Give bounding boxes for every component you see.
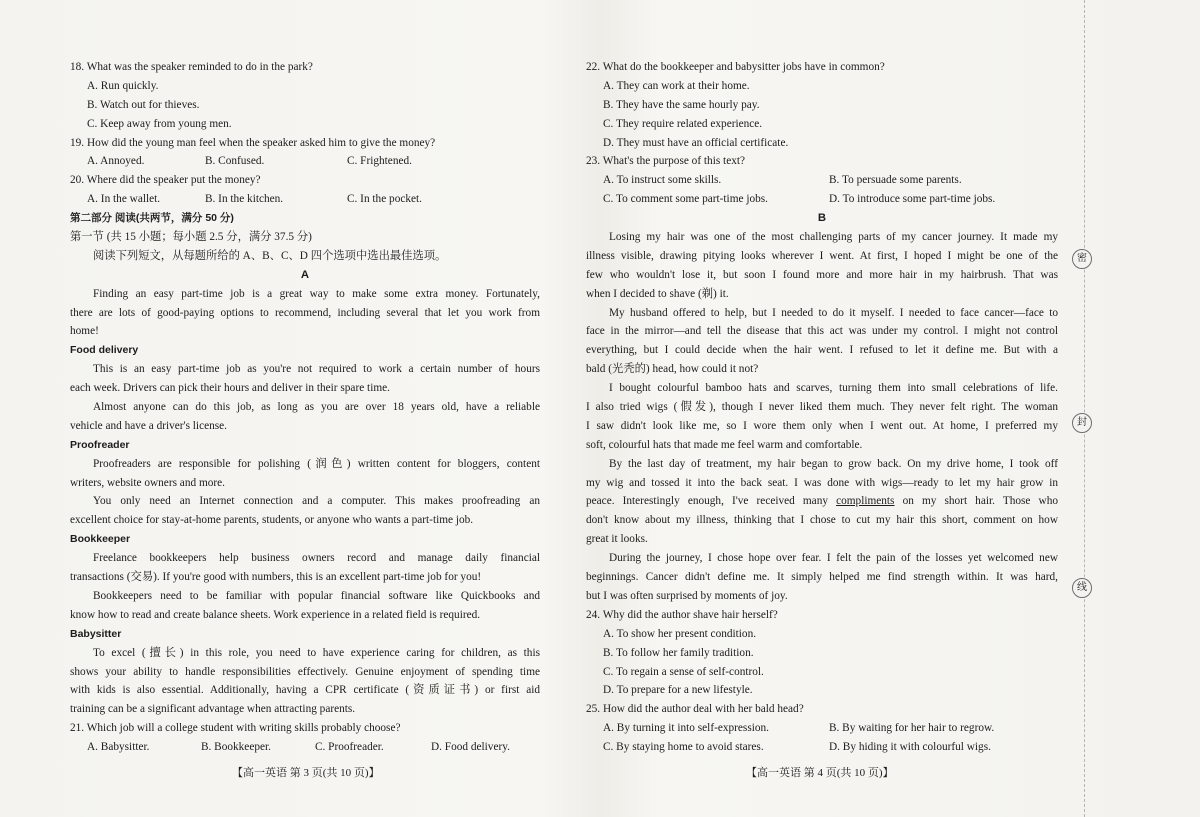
options-25-row-2 xyxy=(586,738,1058,757)
question-20: 20. Where did the speaker put the money? xyxy=(70,174,261,187)
passage-b-p4-line-1: By the last day of treatment, my hair began to grow back. On my drive home, I took off xyxy=(609,457,1058,470)
question-18: 18. What was the speaker reminded to do in the park? xyxy=(70,61,313,73)
passage-b-p4-line-3-end: on my short hair. Those who xyxy=(894,495,1058,508)
passage-b-label: B xyxy=(817,212,827,225)
passage-b-p1-line-3: few who wouldn't lose it, but soon I found more and more hair in my hairbrush. That was xyxy=(586,268,1058,281)
passage-a-intro-line-2: there are lots of good-paying options to recommend, including several that let you work from xyxy=(70,306,540,319)
option-21d: D. Food delivery. xyxy=(431,741,510,754)
option-21b: B. Bookkeeper. xyxy=(201,741,271,754)
food-delivery-line-2: each week. Drivers can pick their hours and deliver in their spare time. xyxy=(70,382,390,395)
option-22d: D. They must have an official certificate. xyxy=(603,136,789,149)
passage-b-p2-line-3: everything, but I could decide when the hair went. I refused to let it define me. But with a xyxy=(586,344,1058,357)
passage-b-p5-line-3: but I was often surprised by moments of joy. xyxy=(586,589,788,602)
passage-b-p5-line-2: beginnings. Cancer didn't define me. It simply helped me find strength within. It was hard, xyxy=(586,571,1058,584)
passage-b-p3-line-4: soft, colourful hats that made me feel warm and comfortable. xyxy=(586,438,863,451)
question-23: 23. What's the purpose of this text? xyxy=(586,155,746,168)
heading-babysitter: Babysitter xyxy=(70,627,122,640)
option-20a: A. In the wallet. xyxy=(87,193,161,206)
option-22c: C. They require related experience. xyxy=(603,117,763,130)
bookkeeper-line-3: Bookkeepers need to be familiar with popular financial software like Quickbooks and xyxy=(93,589,540,602)
option-18c: C. Keep away from young men. xyxy=(87,117,232,130)
passage-b-p1-line-1: Losing my hair was one of the most challenging parts of my cancer journey. It made my xyxy=(609,231,1058,244)
question-22: 22. What do the bookkeeper and babysitter jobs have in common? xyxy=(586,61,885,73)
seal-mark-mi: 密 xyxy=(1072,249,1092,269)
food-delivery-line-3: Almost anyone can do this job, as long as you are over 18 years old, have a reliable xyxy=(93,401,540,414)
proofreader-line-1: Proofreaders are responsible for polishing (润色) written content for bloggers, content xyxy=(93,457,540,470)
babysitter-line-4: training can be a significant advantage when attracting parents. xyxy=(70,703,356,716)
option-23c: C. To comment some part-time jobs. xyxy=(603,193,768,206)
options-23-row-2 xyxy=(586,190,1058,209)
option-19a: A. Annoyed. xyxy=(87,155,145,168)
option-21c: C. Proofreader. xyxy=(315,741,384,754)
passage-b-p1-line-2: illness visible, drawing pitying looks wherever I went. At first, I hoped I might be one of the xyxy=(586,249,1058,262)
babysitter-line-1: To excel (擅长) in this role, you need to have experience caring for children, as this xyxy=(93,646,540,659)
option-25c: C. By staying home to avoid stares. xyxy=(603,741,764,754)
passage-b-p4-line-3 xyxy=(586,492,1058,511)
underlined-word-compliments: compliments xyxy=(836,495,895,508)
option-25a: A. By turning it into self-expression. xyxy=(603,722,769,735)
option-24c: C. To regain a sense of self-control. xyxy=(603,665,764,678)
option-25b: B. By waiting for her hair to regrow. xyxy=(829,722,995,735)
option-24b: B. To follow her family tradition. xyxy=(603,646,754,659)
page-4-footer: 【高一英语 第 4 页(共 10 页)】 xyxy=(746,767,894,779)
option-19b: B. Confused. xyxy=(205,155,265,168)
food-delivery-line-1: This is an easy part-time job as you're not required to work a certain number of hours xyxy=(93,363,540,376)
options-21 xyxy=(70,738,540,757)
proofreader-line-4: excellent choice for stay-at-home parents, students, or anyone who wants a part-time job. xyxy=(70,514,474,527)
options-19 xyxy=(70,152,540,171)
option-18a: A. Run quickly. xyxy=(87,79,159,92)
option-23d: D. To introduce some part-time jobs. xyxy=(829,193,996,206)
passage-b-p3-line-2: I also tried wigs (假发), though I never liked them much. They never felt right. The woman xyxy=(586,401,1058,414)
seal-mark-feng: 封 xyxy=(1072,413,1092,433)
proofreader-line-3: You only need an Internet connection and a computer. This makes proofreading an xyxy=(93,495,540,508)
question-25: 25. How did the author deal with her bald head? xyxy=(586,703,804,716)
option-22a: A. They can work at their home. xyxy=(603,79,750,92)
heading-proofreader: Proofreader xyxy=(70,438,130,451)
section-1-heading: 第一节 (共 15 小题；每小题 2.5 分，满分 37.5 分) xyxy=(70,231,312,244)
option-23b: B. To persuade some parents. xyxy=(829,174,962,187)
heading-food-delivery: Food delivery xyxy=(70,344,139,357)
passage-b-p3-line-3: I saw didn't look like me, so I wore them only when I went out. At home, I preferred my xyxy=(586,419,1058,432)
passage-b-p3-line-1: I bought colourful bamboo hats and scarves, turning them into small celebrations of life. xyxy=(609,382,1058,395)
passage-b-p4-line-3-start: peace. Interestingly enough, I've received many xyxy=(586,495,837,508)
instructions: 阅读下列短文，从每题所给的 A、B、C、D 四个选项中选出最佳选项。 xyxy=(93,249,447,262)
option-23a: A. To instruct some skills. xyxy=(603,174,722,187)
options-23-row-1 xyxy=(586,171,1058,190)
question-19: 19. How did the young man feel when the speaker asked him to give the money? xyxy=(70,136,436,149)
babysitter-line-3: with kids is also essential. Additionally, having a CPR certificate (资质证书) or first aid xyxy=(70,684,540,697)
option-24d: D. To prepare for a new lifestyle. xyxy=(603,684,753,697)
passage-a-intro-line-1: Finding an easy part-time job is a great way to make some extra money. Fortunately, xyxy=(93,287,540,300)
bookkeeper-line-2: transactions (交易). If you're good with numbers, this is an excellent part-time job for you! xyxy=(70,571,482,584)
passage-a-intro-line-3: home! xyxy=(70,325,99,338)
options-20 xyxy=(70,190,540,209)
passage-b-p4-line-4: don't know about my illness, thinking that I chose to cut my hair this short, comment on how xyxy=(586,514,1058,527)
option-22b: B. They have the same hourly pay. xyxy=(603,98,760,111)
passage-b-p2-line-1: My husband offered to help, but I needed to do it myself. I needed to face cancer—face to xyxy=(609,306,1058,319)
passage-b-p2-line-2: face in the mirror—and tell the disease that this act was under my control. I might not control xyxy=(586,325,1058,338)
option-19c: C. Frightened. xyxy=(347,155,412,168)
question-24: 24. Why did the author shave hair herself? xyxy=(586,608,778,621)
option-25d: D. By hiding it with colourful wigs. xyxy=(829,741,991,754)
proofreader-line-2: writers, website owners and more. xyxy=(70,476,225,489)
babysitter-line-2: shows your ability to handle responsibilities effectively. Genuine enjoyment of spending time xyxy=(70,665,540,678)
bookkeeper-line-4: know how to read and create balance sheets. Work experience in a related field is required. xyxy=(70,608,481,621)
option-21a: A. Babysitter. xyxy=(87,741,150,754)
heading-bookkeeper: Bookkeeper xyxy=(70,533,131,546)
seal-line xyxy=(1084,0,1085,817)
option-20b: B. In the kitchen. xyxy=(205,193,284,206)
options-25-row-1 xyxy=(586,719,1058,738)
passage-b-p4-line-2: my wig and tossed it into the back seat. I was done with wigs—ready to let my hair grow in xyxy=(586,476,1058,489)
passage-b-p1-line-4: when I decided to shave (剃) it. xyxy=(586,287,729,300)
bookkeeper-line-1: Freelance bookkeepers help business owners record and manage daily financial xyxy=(93,552,540,565)
passage-b-p4-line-5: great it looks. xyxy=(586,533,648,546)
option-24a: A. To show her present condition. xyxy=(603,627,757,640)
seal-mark-xian: 线 xyxy=(1072,578,1092,598)
passage-b-p2-line-4: bald (光秃的) head, how could it not? xyxy=(586,363,759,376)
page-3-footer: 【高一英语 第 3 页(共 10 页)】 xyxy=(232,767,380,779)
food-delivery-line-4: vehicle and have a driver's license. xyxy=(70,419,227,432)
page-4 xyxy=(586,58,1058,757)
question-21: 21. Which job will a college student with writing skills probably choose? xyxy=(70,722,401,735)
option-20c: C. In the pocket. xyxy=(347,193,422,206)
part-2-heading: 第二部分 阅读(共两节，满分 50 分) xyxy=(70,212,234,225)
passage-b-p5-line-1: During the journey, I chose hope over fear. I felt the pain of the losses yet welcomed new xyxy=(609,552,1058,565)
page-3 xyxy=(70,58,540,757)
passage-a-label: A xyxy=(300,268,310,281)
option-18b: B. Watch out for thieves. xyxy=(87,98,200,111)
